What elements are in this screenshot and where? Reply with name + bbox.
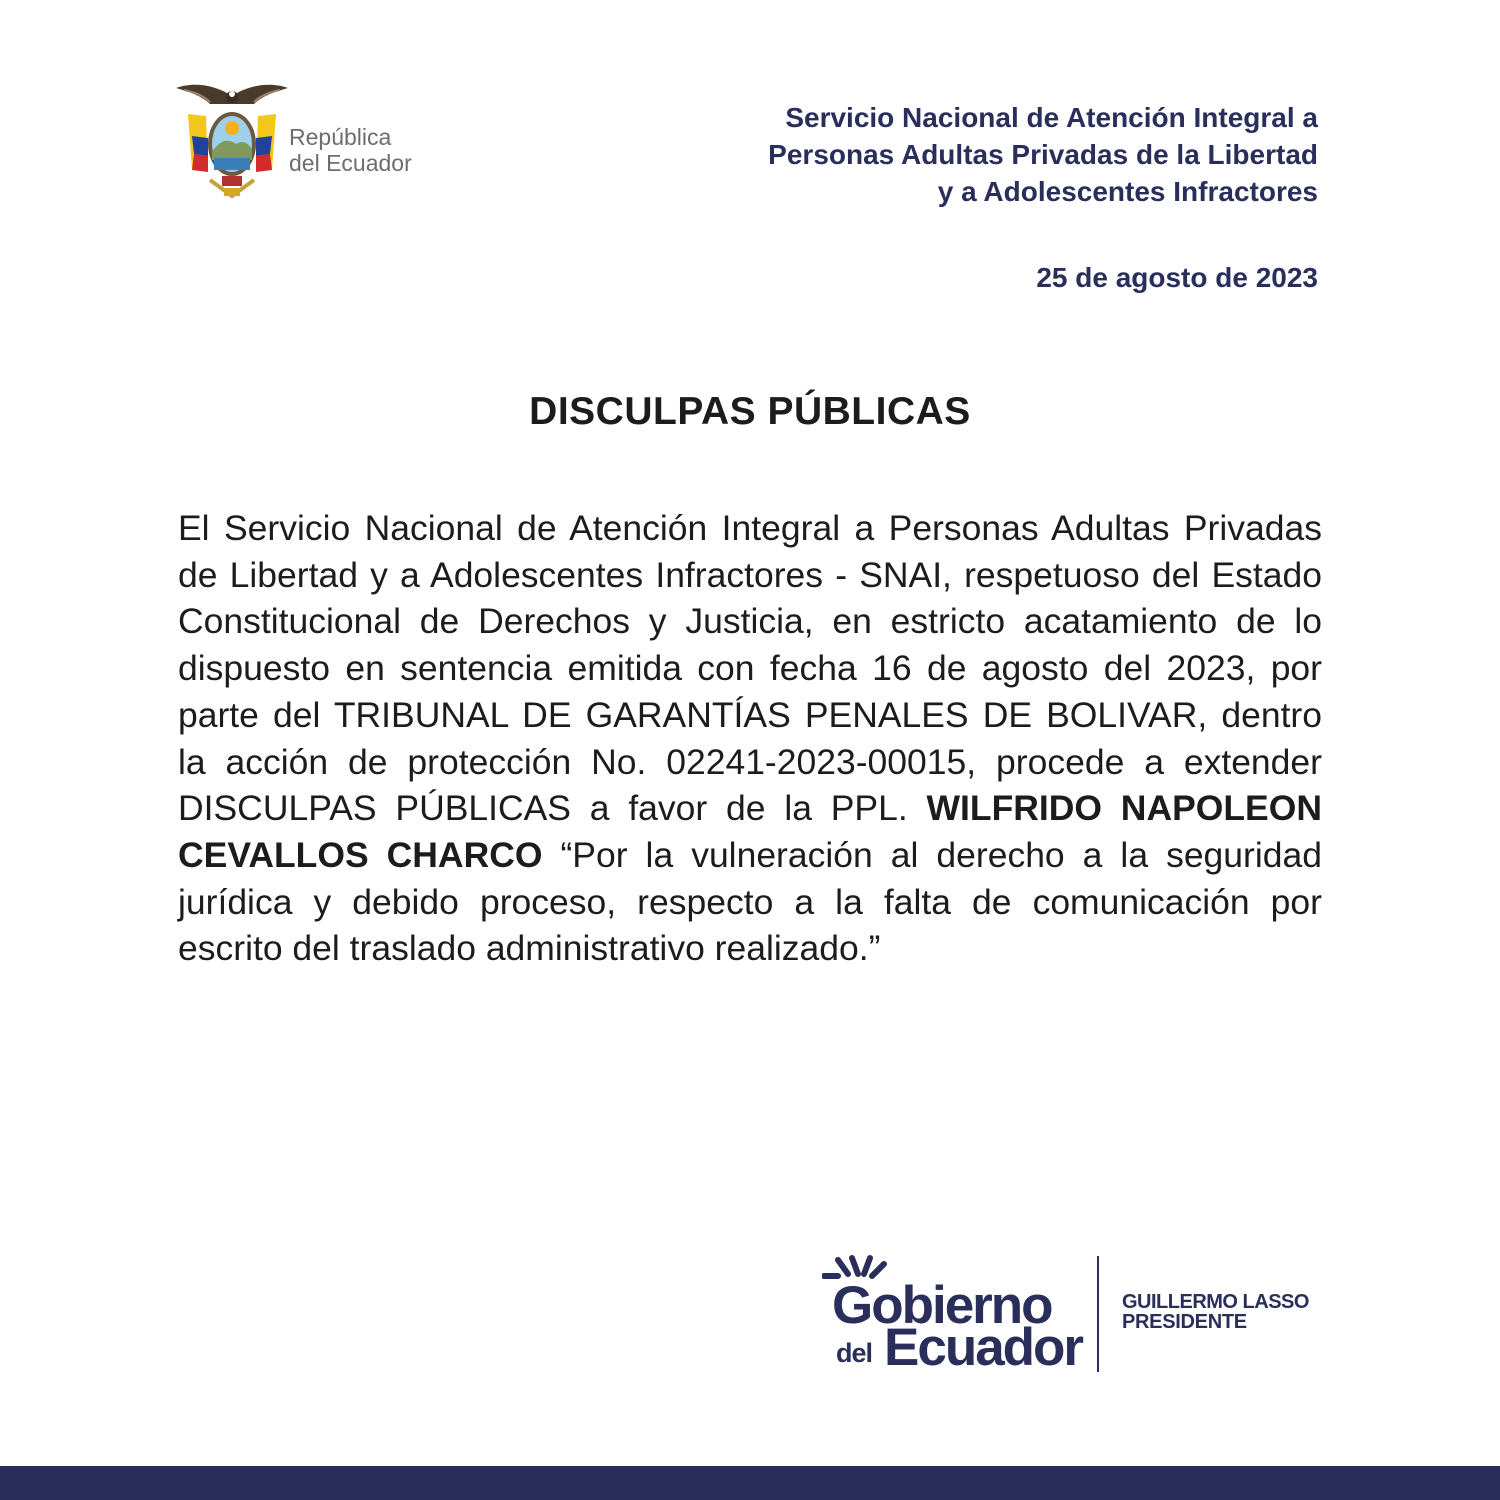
document-title: DISCULPAS PÚBLICAS [529, 390, 971, 433]
agency-line1: Servicio Nacional de Atención Integral a [785, 102, 1318, 133]
footer-divider [1097, 1256, 1099, 1372]
gobierno-ecuador-logo [818, 1254, 1083, 1378]
president-title: PRESIDENTE [1122, 1311, 1247, 1333]
footer-bar [0, 1466, 1500, 1500]
del-wordmark: del [836, 1338, 873, 1368]
body-person-name: WILFRIDO NAPOLEON CEVALLOS CHARCO [178, 788, 1322, 875]
body-text-quote: “Por la vulneración al derecho a la seguridad jurídica y debido proceso, respecto a la falta de comunicación por escrito del traslado administrativo realizado.” [178, 834, 1322, 969]
republic-line2: del Ecuador [289, 150, 412, 176]
coat-of-arms-logo [174, 80, 290, 204]
republic-line1: República [289, 124, 392, 150]
president-name: GUILLERMO LASSO [1122, 1291, 1309, 1313]
gobierno-wordmark: Gobierno [832, 1276, 1052, 1335]
republic-name [289, 124, 412, 176]
agency-line2: Personas Adultas Privadas de la Libertad [768, 139, 1318, 170]
agency-line3: y a Adolescentes Infractores [937, 176, 1318, 207]
document-body [178, 505, 1322, 972]
ecuador-wordmark: Ecuador [884, 1318, 1083, 1377]
agency-name [618, 99, 1318, 210]
body-text-intro: El Servicio Nacional de Atención Integral a Personas Adultas Privadas de Libertad y a Adolescentes Infractores - SNAI, respetuoso del Estado Constitucional de Derechos y Justicia, en estricto acatamiento de lo dispuesto en sentencia emitida con fecha 16 de agosto del 2023, por parte del TRIBUNAL DE GARANTÍAS PENALES DE BOLIVAR, dentro la acción de protección No. 02241-2023-00015, procede a extender DISCULPAS PÚBLICAS a favor de la PPL. [178, 508, 1322, 829]
document-date: 25 de agosto de 2023 [1036, 262, 1318, 293]
